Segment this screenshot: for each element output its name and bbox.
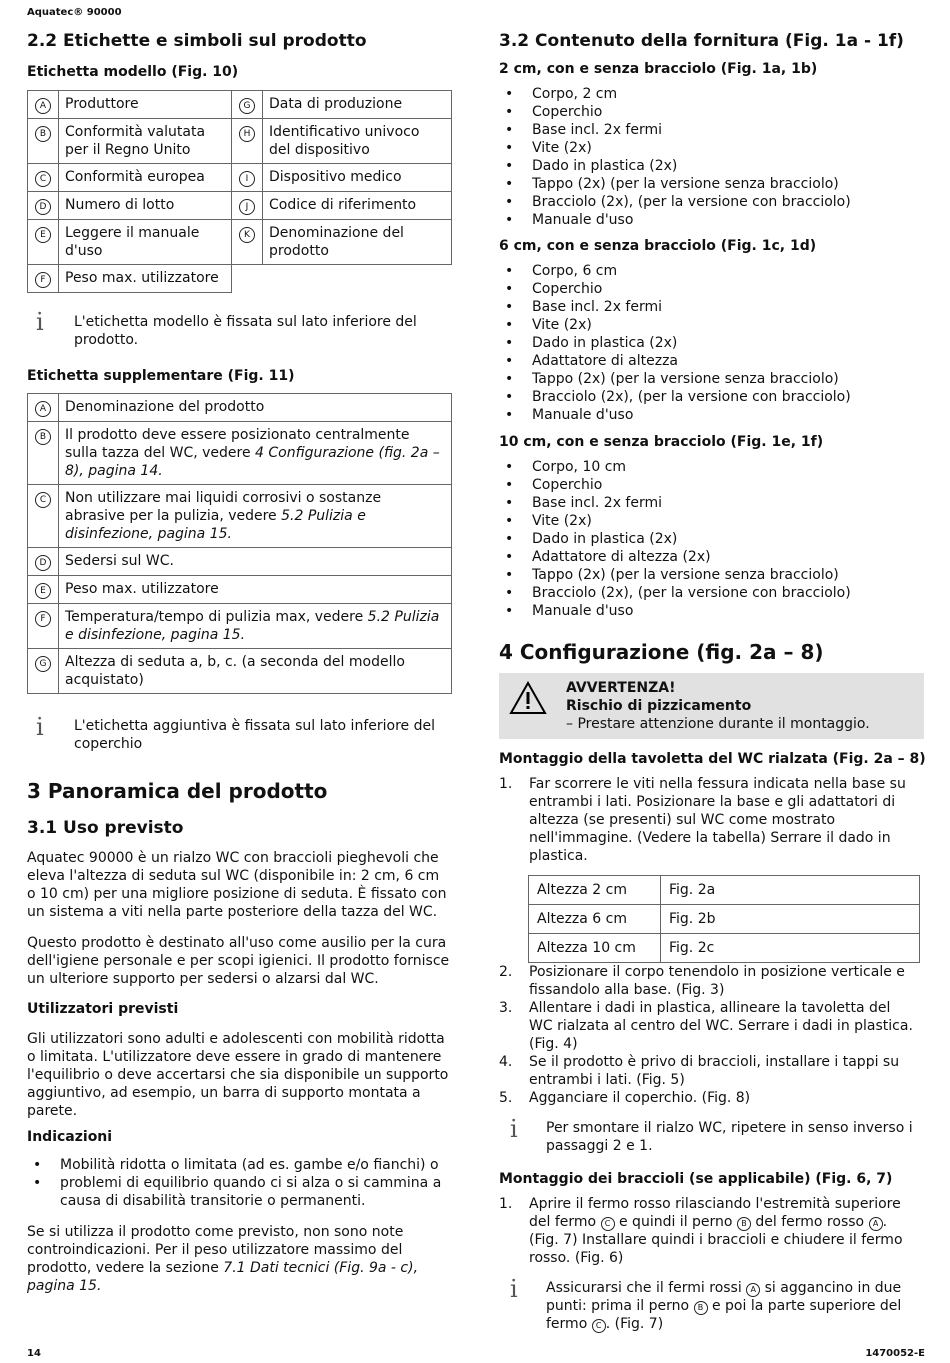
disassembly-note: Per smontare il rialzo WC, ripetere in senso inverso i passaggi 2 e 1.	[546, 1120, 913, 1154]
letter-c-icon: C	[601, 1217, 615, 1231]
group-10cm-title: 10 cm, con e senza bracciolo (Fig. 1e, 1f)	[499, 434, 824, 450]
mounting-title: Montaggio della tavoletta del WC rialzata (Fig. 2a – 8)	[499, 751, 926, 767]
letter-k-icon: K	[239, 227, 255, 243]
list-item: • Bracciolo (2x), (per la versione con bracciolo)	[499, 388, 925, 406]
list-item: • Base incl. 2x fermi	[499, 121, 925, 139]
letter-h-icon: H	[239, 126, 255, 142]
height-table	[528, 875, 920, 963]
supp-cell-g: Altezza di seduta a, b, c. (a seconda del modello acquistato)	[59, 649, 452, 694]
supp-cell-a: Denominazione del prodotto	[59, 394, 452, 422]
table-row: Altezza 2 cm Fig. 2a	[529, 876, 920, 905]
letter-c-icon: C	[35, 492, 51, 508]
cross-reference[interactable]: 7.1 Dati tecnici (Fig. 9a - c), pagina 15.	[27, 1260, 419, 1294]
section-3-title: 3 Panoramica del prodotto	[27, 779, 328, 803]
cell-d: Numero di lotto	[59, 192, 232, 220]
paragraph-intended-use: Aquatec 90000 è un rialzo WC con braccioli pieghevoli che eleva l'altezza di seduta sul WC (disponibile in: 2 cm, 6 cm o 10 cm) per una migliore posizione di seduta. È fissato con un sistema a viti nella parte posteriore della tazza del WC.	[27, 850, 447, 920]
section-2-2-title: 2.2 Etichette e simboli sul prodotto	[27, 31, 367, 51]
group-6cm-title: 6 cm, con e senza bracciolo (Fig. 1c, 1d)	[499, 238, 817, 254]
list-item: • problemi di equilibrio quando ci si alza o si cammina a causa di disabilità transitorie o permanenti.	[27, 1174, 452, 1210]
supp-cell-c: Non utilizzare mai liquidi corrosivi o sostanze abrasive per la pulizia, vedere 5.2 Pulizia e disinfezione, pagina 15.	[59, 485, 452, 548]
letter-b-icon: B	[694, 1301, 708, 1315]
cell-h: Identificativo univoco del dispositivo	[263, 119, 452, 164]
letter-g-icon: G	[239, 98, 255, 114]
group-2cm-list	[499, 85, 925, 229]
info-icon: i	[36, 308, 44, 336]
list-item: • Bracciolo (2x), (per la versione con bracciolo)	[499, 584, 925, 602]
model-label-note: L'etichetta modello è fissata sul lato inferiore del prodotto.	[74, 314, 417, 348]
list-item: • Coperchio	[499, 476, 925, 494]
model-label-table	[27, 90, 452, 293]
list-item: • Vite (2x)	[499, 512, 925, 530]
step-2: 2. Posizionare il corpo tenendolo in posizione verticale e fissandolo alla base. (Fig. 3)	[499, 964, 905, 998]
list-item: • Base incl. 2x fermi	[499, 494, 925, 512]
indications-title: Indicazioni	[27, 1129, 113, 1145]
cross-reference[interactable]: 4 Configurazione (fig. 2a – 8), pagina 14.	[65, 445, 440, 479]
list-item: • Tappo (2x) (per la versione senza bracciolo)	[499, 175, 925, 193]
cell-k: Denominazione del prodotto	[263, 220, 452, 265]
section-4-title: 4 Configurazione (fig. 2a – 8)	[499, 640, 824, 664]
mounting-steps-a	[499, 775, 911, 865]
list-item: • Corpo, 10 cm	[499, 458, 925, 476]
list-item: • Adattatore di altezza	[499, 352, 925, 370]
table-row: Altezza 10 cm Fig. 2c	[529, 934, 920, 963]
list-item: • Mobilità ridotta o limitata (ad es. gambe e/o fianchi) o	[27, 1156, 452, 1174]
letter-d-icon: D	[35, 555, 51, 571]
warning-text: – Prestare attenzione durante il montaggio.	[566, 716, 870, 732]
letter-b-icon: B	[35, 429, 51, 445]
list-item: • Adattatore di altezza (2x)	[499, 548, 925, 566]
step-1: 1. Far scorrere le viti nella fessura indicata nella base su entrambi i lati. Posizionare la base e gli adattatori di altezza (se presenti) sul WC come mostrato nell'immagine. (Vedere la tabella) Serrare il dado in plastica.	[499, 776, 906, 864]
cell-c: Conformità europea	[59, 164, 232, 192]
cell-f: Peso max. utilizzatore	[59, 265, 232, 293]
cell-j: Codice di riferimento	[263, 192, 452, 220]
cell-b: Conformità valutata per il Regno Unito	[59, 119, 232, 164]
section-3-2-title: 3.2 Contenuto della fornitura (Fig. 1a - 1f)	[499, 31, 904, 51]
paragraph-users: Gli utilizzatori sono adulti e adolescenti con mobilità ridotta o limitata. L'utilizzatore deve essere in grado di mantenere l'equilibrio o deve accertarsi che sia disponibile un supporto aggiuntivo, ad esempio, un barra di supporto montata a parete.	[27, 1031, 449, 1119]
paragraph-purpose: Questo prodotto è destinato all'uso come ausilio per la cura dell'igiene personale e per scopi igienici. Il prodotto fornisce un ulteriore supporto per sedersi o alzarsi dal WC.	[27, 935, 450, 987]
letter-e-icon: E	[35, 583, 51, 599]
armrest-note: Assicurarsi che il fermi rossi A si aggancino in due punti: prima il perno B e poi la parte superiore del fermo C . (Fig. 7)	[546, 1280, 902, 1332]
letter-i-icon: I	[239, 171, 255, 187]
document-number: 1470052-E	[865, 1348, 925, 1359]
letter-c-icon: C	[592, 1319, 606, 1333]
step-5: 5. Agganciare il coperchio. (Fig. 8)	[499, 1090, 751, 1106]
supp-cell-d: Sedersi sul WC.	[59, 548, 452, 576]
letter-g-icon: G	[35, 656, 51, 672]
indications-list	[27, 1156, 452, 1210]
list-item: • Manuale d'uso	[499, 211, 925, 229]
list-item: • Dado in plastica (2x)	[499, 530, 925, 548]
section-3-1-title: 3.1 Uso previsto	[27, 818, 184, 838]
warning-title: AVVERTENZA!	[566, 680, 676, 696]
page-number: 14	[27, 1348, 41, 1359]
list-item: • Coperchio	[499, 280, 925, 298]
mounting-steps-b	[499, 963, 917, 1107]
armrest-step-1: 1. Aprire il fermo rosso rilasciando l'estremità superiore del fermo C e quindi il perno B del fermo rosso A . (Fig. 7) Installare quindi i braccioli e chiudere il fermo rosso. (Fig. 6)	[499, 1196, 903, 1266]
list-item: • Dado in plastica (2x)	[499, 157, 925, 175]
letter-e-icon: E	[35, 227, 51, 243]
list-item: • Tappo (2x) (per la versione senza bracciolo)	[499, 566, 925, 584]
warning-subtitle: Rischio di pizzicamento	[566, 698, 752, 714]
letter-c-icon: C	[35, 171, 51, 187]
letter-a-icon: A	[746, 1283, 760, 1297]
cell-g: Data di produzione	[263, 91, 452, 119]
cross-reference[interactable]: 5.2 Pulizia e disinfezione, pagina 15.	[65, 609, 440, 643]
list-item: • Dado in plastica (2x)	[499, 334, 925, 352]
intended-users-title: Utilizzatori previsti	[27, 1001, 179, 1017]
list-item: • Corpo, 6 cm	[499, 262, 925, 280]
group-6cm-list	[499, 262, 925, 424]
list-item: • Corpo, 2 cm	[499, 85, 925, 103]
letter-f-icon: F	[35, 611, 51, 627]
list-item: • Coperchio	[499, 103, 925, 121]
supp-cell-f: Temperatura/tempo di pulizia max, vedere 5.2 Pulizia e disinfezione, pagina 15.	[59, 604, 452, 649]
letter-f-icon: F	[35, 272, 51, 288]
letter-a-icon: A	[869, 1217, 883, 1231]
list-item: • Manuale d'uso	[499, 406, 925, 424]
table-row: Altezza 6 cm Fig. 2b	[529, 905, 920, 934]
info-icon: i	[36, 713, 44, 741]
list-item: • Base incl. 2x fermi	[499, 298, 925, 316]
list-item: • Bracciolo (2x), (per la versione con bracciolo)	[499, 193, 925, 211]
letter-j-icon: J	[239, 199, 255, 215]
warning-triangle-icon	[509, 681, 547, 715]
cross-reference[interactable]: 5.2 Pulizia e disinfezione, pagina 15.	[65, 508, 366, 542]
group-2cm-title: 2 cm, con e senza bracciolo (Fig. 1a, 1b)	[499, 61, 818, 77]
list-item: • Vite (2x)	[499, 139, 925, 157]
paragraph-contraindications: Se si utilizza il prodotto come previsto, non sono note controindicazioni. Per il peso utilizzatore massimo del prodotto, vedere la sezione 7.1 Dati tecnici (Fig. 9a - c), pagina 15.	[27, 1224, 419, 1294]
letter-d-icon: D	[35, 199, 51, 215]
supplementary-label-table	[27, 393, 452, 694]
armrest-title: Montaggio dei braccioli (se applicabile) (Fig. 6, 7)	[499, 1171, 893, 1187]
supplementary-label-title: Etichetta supplementare (Fig. 11)	[27, 368, 295, 384]
info-icon: i	[510, 1115, 518, 1143]
list-item: • Tappo (2x) (per la versione senza bracciolo)	[499, 370, 925, 388]
supp-cell-e: Peso max. utilizzatore	[59, 576, 452, 604]
supp-cell-b: Il prodotto deve essere posizionato centralmente sulla tazza del WC, vedere 4 Configurazione (fig. 2a – 8), pagina 14.	[59, 422, 452, 485]
warning-box	[499, 673, 924, 739]
group-10cm-list	[499, 458, 925, 620]
running-header: Aquatec® 90000	[27, 7, 122, 18]
cell-e: Leggere il manuale d'uso	[59, 220, 232, 265]
list-item: • Vite (2x)	[499, 316, 925, 334]
model-label-title: Etichetta modello (Fig. 10)	[27, 64, 239, 80]
armrest-steps	[499, 1195, 911, 1267]
list-item: • Manuale d'uso	[499, 602, 925, 620]
letter-a-icon: A	[35, 98, 51, 114]
supplementary-label-note: L'etichetta aggiuntiva è fissata sul lato inferiore del coperchio	[74, 718, 435, 752]
step-3: 3. Allentare i dadi in plastica, allineare la tavoletta del WC rialzata al centro del WC. Serrare i dadi in plastica. (Fig. 4)	[499, 1000, 913, 1052]
letter-a-icon: A	[35, 401, 51, 417]
cell-i: Dispositivo medico	[263, 164, 452, 192]
step-4: 4. Se il prodotto è privo di braccioli, installare i tappi su entrambi i lati. (Fig. 5)	[499, 1054, 900, 1088]
letter-b-icon: B	[35, 126, 51, 142]
cell-a: Produttore	[59, 91, 232, 119]
info-icon: i	[510, 1275, 518, 1303]
letter-b-icon: B	[737, 1217, 751, 1231]
